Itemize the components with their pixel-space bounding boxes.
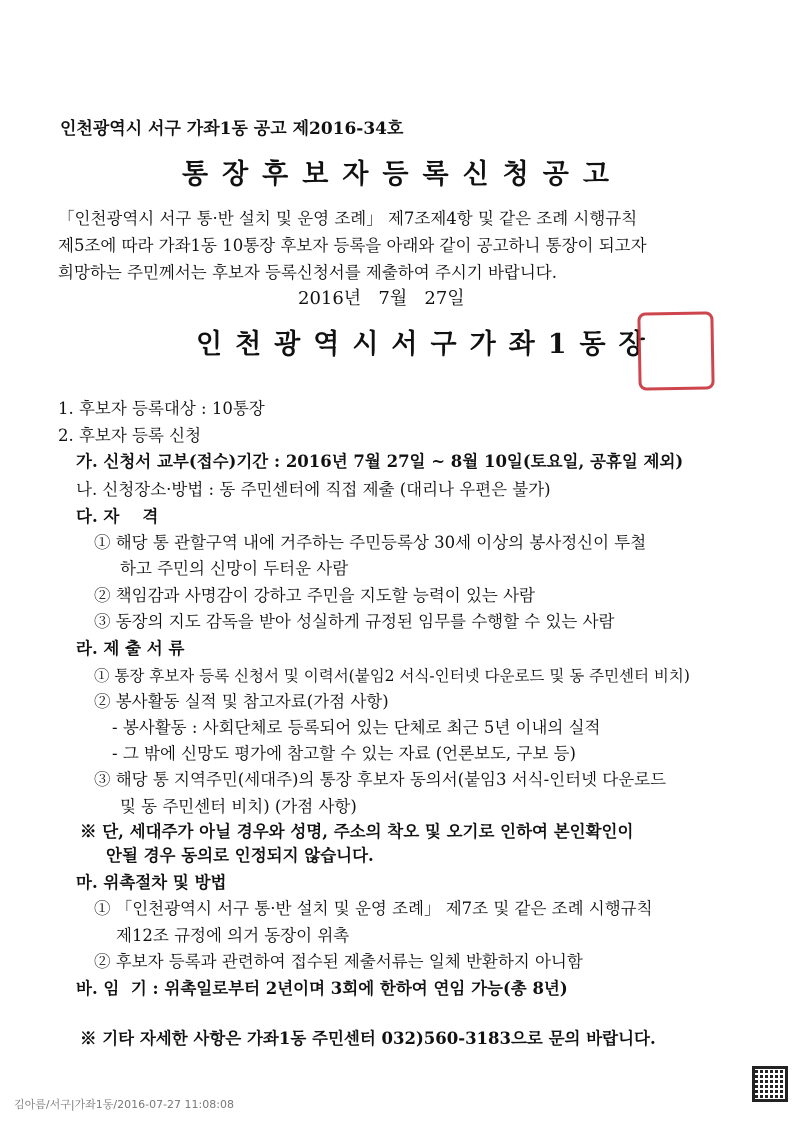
intro-line: 「인천광역시 서구 통·반 설치 및 운영 조례」 제7조제4항 및 같은 조례 시행규칙 [58, 209, 638, 228]
item-na: 나. 신청장소·방법 : 동 주민센터에 직접 제출 (대리나 우편은 불가) [76, 480, 551, 499]
section-1: 1. 후보자 등록대상 : 10통장 [58, 399, 265, 418]
document-2: ② 봉사활동 실적 및 참고자료(가점 사항) [94, 692, 389, 711]
item-ba: 바. 임 기 : 위촉일로부터 2년이며 3회에 한하여 연임 가능(총 8년) [76, 979, 568, 998]
intro-line: 제5조에 따라 가좌1동 10통장 후보자 등록을 아래와 같이 공고하니 통장이 되고자 [58, 236, 647, 255]
document-title: 통장후보자등록신청공고 [182, 159, 623, 190]
document-2-sub: - 그 밖에 신망도 평가에 참고할 수 있는 자료 (언론보도, 구보 등) [112, 744, 576, 763]
qr-code-pattern [755, 1068, 785, 1098]
qualification-1: ① 해당 통 관할구역 내에 거주하는 주민등록상 30세 이상의 봉사정신이 투철 [94, 533, 647, 552]
document-3: ③ 해당 통 지역주민(세대주)의 통장 후보자 동의서(붙임3 서식-인터넷 다운로드 [94, 770, 667, 789]
qualification-1-cont: 하고 주민의 신망이 두터운 사람 [120, 559, 349, 578]
footer-stamp: 김아름/서구|가좌1동/2016-07-27 11:08:08 [14, 1098, 234, 1111]
document-2-sub: - 봉사활동 : 사회단체로 등록되어 있는 단체로 최근 5년 이내의 실적 [112, 718, 601, 737]
notice-number: 인천광역시 서구 가좌1동 공고 제2016-34호 [60, 119, 404, 139]
qualification-2: ② 책임감과 사명감이 강하고 주민을 지도할 능력이 있는 사람 [94, 586, 535, 605]
consent-note-cont: 안될 경우 동의로 인정되지 않습니다. [106, 846, 374, 865]
item-ga: 가. 신청서 교부(접수)기간 : 2016년 7월 27일 ~ 8월 10일(토요일, 공휴일 제외) [76, 452, 684, 471]
procedure-2: ② 후보자 등록과 관련하여 접수된 제출서류는 일체 반환하지 아니함 [94, 952, 583, 971]
section-2: 2. 후보자 등록 신청 [58, 426, 202, 445]
consent-note: ※ 단, 세대주가 아닐 경우와 성명, 주소의 착오 및 오기로 인하여 본인확인이 [80, 822, 634, 841]
procedure-1-cont: 제12조 규정에 의거 동장이 위촉 [116, 926, 350, 945]
item-ma: 마. 위촉절차 및 방법 [76, 873, 227, 892]
official-seal-stamp [637, 311, 714, 390]
intro-line: 희망하는 주민께서는 후보자 등록신청서를 제출하여 주시기 바랍니다. [58, 263, 557, 282]
procedure-1: ① 「인천광역시 서구 통·반 설치 및 운영 조례」 제7조 및 같은 조례 시행규칙 [94, 899, 653, 918]
item-da: 다. 자 격 [76, 507, 159, 526]
qualification-3: ③ 동장의 지도 감독을 받아 성실하게 규정된 임무를 수행할 수 있는 사람 [94, 612, 615, 631]
document-3-cont: 및 동 주민센터 비치) (가점 사항) [120, 797, 357, 816]
notice-date: 2016년 7월 27일 [298, 288, 465, 309]
item-ra: 라. 제 출 서 류 [76, 639, 185, 658]
document-1: ① 통장 후보자 등록 신청서 및 이력서(붙임2 서식-인터넷 다운로드 및 동 주민센터 비치) [94, 667, 690, 685]
contact-note: ※ 기타 자세한 사항은 가좌1동 주민센터 032)560-3183으로 문의 바랍니다. [80, 1029, 656, 1048]
signatory: 인천광역시서구가좌1동장 [196, 329, 658, 360]
